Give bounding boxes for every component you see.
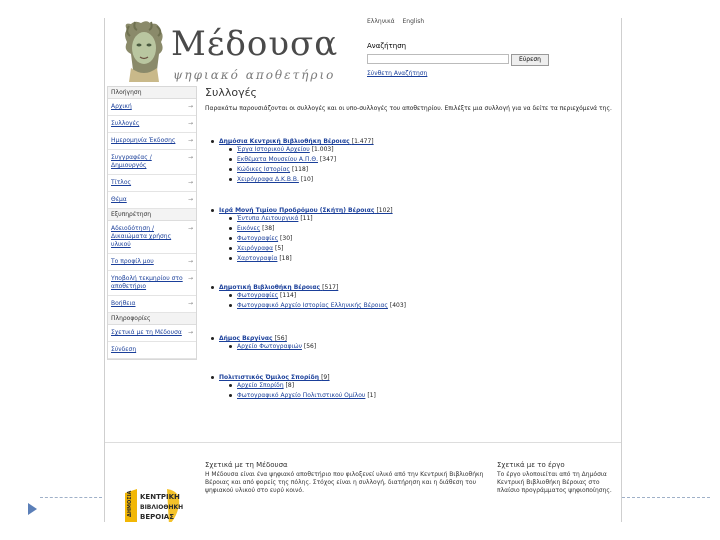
arrow-right-icon: → bbox=[187, 225, 193, 232]
library-logo-line3: ΒΕΡΟΙΑΣ bbox=[140, 513, 175, 521]
lang-greek-link[interactable]: Ελληνικά bbox=[367, 18, 395, 25]
bullet-icon bbox=[229, 247, 232, 250]
bullet-icon bbox=[229, 294, 232, 297]
bullet-icon bbox=[229, 168, 232, 171]
sidebar-item-author[interactable]: Συγγραφέας / Δημιουργός → bbox=[108, 150, 196, 175]
sidebar-item-collections[interactable]: Συλλογές → bbox=[108, 116, 196, 133]
arrow-right-icon: → bbox=[187, 154, 193, 161]
sidebar-item-about[interactable]: Σχετικά με τη Μέδουσα → bbox=[108, 325, 196, 342]
subcollection-item[interactable]: Αρχείο Φωτογραφιών [56] bbox=[229, 342, 615, 352]
library-logo-side-text: ΔΗΜΟΣΙΑ bbox=[127, 490, 133, 517]
sidebar-item-login[interactable]: Σύνδεση bbox=[108, 342, 196, 359]
bullet-icon bbox=[229, 384, 232, 387]
arrow-right-icon: → bbox=[187, 275, 193, 282]
subcollection-item[interactable]: Έργα Ιστορικού Αρχείου [1.003] bbox=[229, 145, 615, 155]
arrow-right-icon: → bbox=[187, 258, 193, 265]
footer-about-title: Σχετικά με τη Μέδουσα bbox=[205, 461, 288, 469]
bullet-icon bbox=[229, 237, 232, 240]
arrow-right-icon: → bbox=[187, 329, 193, 336]
library-logo-line2: ΒΙΒΛΙΟΘΗΚΗ bbox=[140, 504, 184, 511]
lang-english-link[interactable]: English bbox=[402, 18, 425, 25]
collection-item bbox=[211, 374, 615, 401]
medusa-face-icon bbox=[121, 20, 167, 82]
footer-project-text: Το έργο υλοποιείται από τη Δημόσια Κεντρική Βιβλιοθήκη Βέροιας στο πλαίσιο προγράμματος ψηφιοποίησης. bbox=[497, 471, 612, 494]
bullet-icon bbox=[211, 286, 214, 289]
collection-item bbox=[211, 335, 615, 352]
logo-subtitle: ψηφιακό αποθετήριο bbox=[173, 68, 336, 82]
bullet-icon bbox=[229, 304, 232, 307]
sidebar-heading-service: Εξυπηρέτηση bbox=[108, 209, 196, 221]
bullet-icon bbox=[211, 337, 214, 340]
page-footer bbox=[105, 442, 621, 522]
subcollection-item[interactable]: Φωτογραφίες [30] bbox=[229, 234, 615, 244]
subcollection-item[interactable]: Κώδικες Ιστορίας [118] bbox=[229, 165, 615, 175]
search-label: Αναζήτηση bbox=[367, 42, 407, 50]
collection-item bbox=[211, 138, 615, 185]
subcollection-item[interactable]: Αρχείο Σπορίδη [8] bbox=[229, 381, 615, 391]
subcollection-item[interactable]: Εικόνες [38] bbox=[229, 224, 615, 234]
arrow-right-icon: → bbox=[187, 300, 193, 307]
bullet-icon bbox=[229, 394, 232, 397]
sidebar-item-subject[interactable]: Θέμα → bbox=[108, 192, 196, 209]
sidebar bbox=[107, 86, 197, 360]
arrow-right-icon: → bbox=[187, 120, 193, 127]
subcollection-item[interactable]: Χαρτογραφία [18] bbox=[229, 254, 615, 264]
collection-link[interactable]: Δημοτική Βιβλιοθήκη Βέροιας [517] bbox=[219, 284, 339, 291]
sidebar-item-profile[interactable]: Το προφίλ μου → bbox=[108, 254, 196, 271]
footer-about-text: Η Μέδουσα είναι ένα ψηφιακό αποθετήριο που φιλοξενεί υλικό από την Κεντρική Βιβλιοθήκη Βέροιας και από φορείς της πόλης. Στόχος είναι η συλλογή, διατήρηση και η διάθεση του ψηφιακού υλικού στο ευρύ κοινό. bbox=[205, 471, 484, 494]
collections-list bbox=[205, 134, 615, 401]
bullet-icon bbox=[229, 217, 232, 220]
sidebar-item-help[interactable]: Βοήθεια → bbox=[108, 296, 196, 313]
bullet-icon bbox=[229, 178, 232, 181]
subcollection-item[interactable]: Χειρόγραφα [5] bbox=[229, 244, 615, 254]
sidebar-item-submit[interactable]: Υποβολή τεκμηρίου στο αποθετήριο → bbox=[108, 271, 196, 296]
library-logo bbox=[123, 487, 185, 522]
collection-item bbox=[211, 284, 615, 311]
arrow-right-icon: → bbox=[187, 137, 193, 144]
bullet-icon bbox=[211, 209, 214, 212]
sidebar-heading-info: Πληροφορίες bbox=[108, 313, 196, 325]
sidebar-item-licensing[interactable]: Αδειοδότηση / Δικαιώματα χρήσης υλικού → bbox=[108, 221, 196, 254]
subcollection-item[interactable]: Έντυπα Λειτουργικά [11] bbox=[229, 214, 615, 224]
subcollection-item[interactable]: Φωτογραφικό Αρχείο Ιστορίας Ελληνικής Βέροιας [403] bbox=[229, 301, 615, 311]
slide-divider-left bbox=[40, 497, 102, 498]
arrow-right-icon: → bbox=[187, 196, 193, 203]
page-title: Συλλογές bbox=[205, 86, 257, 99]
arrow-right-icon: → bbox=[187, 103, 193, 110]
subcollection-item[interactable]: Χειρόγραφα Δ.Κ.Β.Β. [10] bbox=[229, 175, 615, 185]
bullet-icon bbox=[229, 257, 232, 260]
browser-page bbox=[104, 18, 622, 522]
subcollection-item[interactable]: Φωτογραφικό Αρχείο Πολιτιστικού Ομίλου [1] bbox=[229, 391, 615, 401]
bullet-icon bbox=[229, 148, 232, 151]
subcollection-item[interactable]: Εκθέματα Μουσείου Α.Π.Θ. [347] bbox=[229, 155, 615, 165]
sidebar-item-title[interactable]: Τίτλος → bbox=[108, 175, 196, 192]
collection-link[interactable]: Πολιτιστικός Όμιλος Σπορίδη [9] bbox=[219, 374, 330, 381]
search-button[interactable]: Εύρεση bbox=[511, 54, 549, 66]
sidebar-item-home[interactable]: Αρχική → bbox=[108, 99, 196, 116]
collection-item bbox=[211, 207, 615, 264]
bullet-icon bbox=[211, 140, 214, 143]
footer-project-title: Σχετικά με το έργο bbox=[497, 461, 565, 469]
page-intro: Παρακάτω παρουσιάζονται οι συλλογές και οι υπο-συλλογές του αποθετηρίου. Επιλέξτε μια συλλογή για να δείτε τα περιεχόμενά της. bbox=[205, 105, 612, 112]
advanced-search-link[interactable]: Σύνθετη Αναζήτηση bbox=[367, 70, 428, 77]
bullet-icon bbox=[229, 158, 232, 161]
language-switcher bbox=[367, 18, 430, 25]
bullet-icon bbox=[229, 227, 232, 230]
bullet-icon bbox=[211, 376, 214, 379]
logo-title: Μέδουσα bbox=[171, 24, 339, 64]
arrow-right-icon: → bbox=[187, 179, 193, 186]
sidebar-item-date[interactable]: Ημερομηνία Έκδοσης → bbox=[108, 133, 196, 150]
sidebar-heading-navigation: Πλοήγηση bbox=[108, 87, 196, 99]
slide-nav-arrow-icon bbox=[28, 503, 37, 515]
slide-divider-right bbox=[622, 497, 710, 498]
library-logo-line1: ΚΕΝΤΡΙΚΗ bbox=[140, 493, 180, 501]
collection-link[interactable]: Ιερά Μονή Τιμίου Προδρόμου (Σκήτη) Βέροιας [102] bbox=[219, 207, 393, 214]
subcollection-item[interactable]: Φωτογραφίες [114] bbox=[229, 291, 615, 301]
bullet-icon bbox=[229, 345, 232, 348]
collection-link[interactable]: Δημόσια Κεντρική Βιβλιοθήκη Βέροιας [1.477] bbox=[219, 138, 374, 145]
collection-link[interactable]: Δήμος Βεργίνας [56] bbox=[219, 335, 287, 342]
search-input[interactable] bbox=[367, 54, 509, 64]
